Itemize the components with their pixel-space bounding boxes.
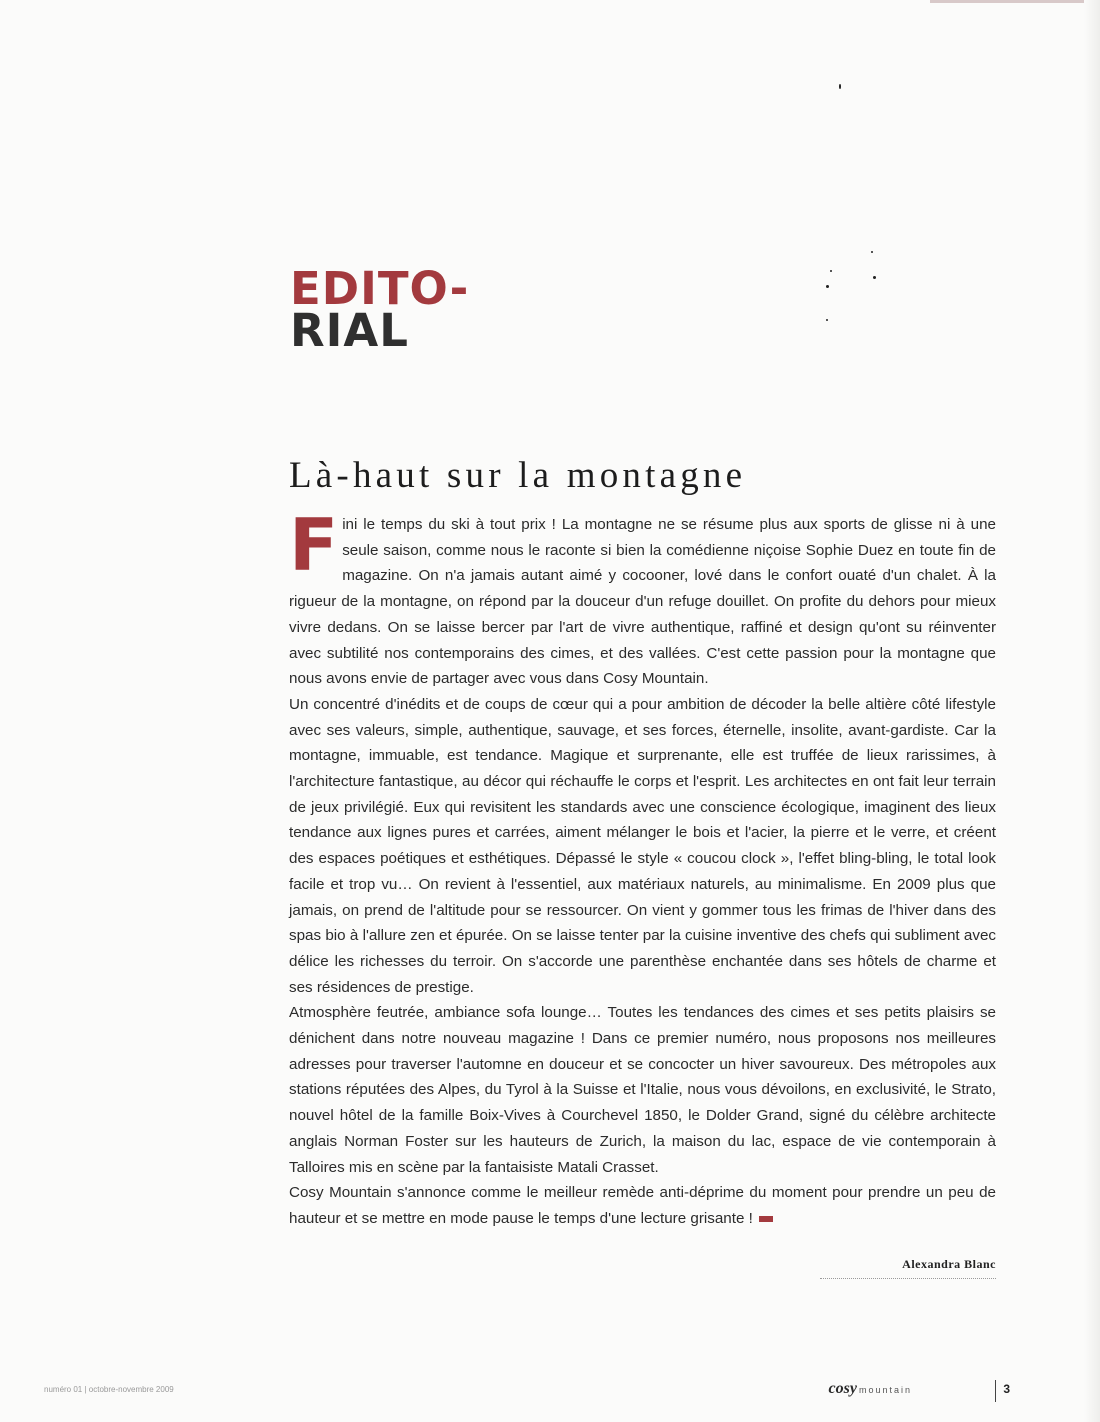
issue-info: numéro 01 | octobre-novembre 2009 — [44, 1385, 174, 1394]
section-title-line1: EDITO- — [290, 262, 470, 315]
page-number: 3 — [1003, 1382, 1010, 1396]
page-edge-shadow — [1084, 0, 1100, 1422]
brand-mountain: mountain — [858, 1385, 912, 1395]
author-signature: Alexandra Blanc — [820, 1257, 996, 1279]
paragraph: Atmosphère feutrée, ambiance sofa lounge… Toutes les tendances des cimes et ses petits plaisirs se dénichent dans notre nouveau magazine ! Dans ce premier numéro, nous proposons nos meilleures adresses pour traverser l'automne en douceur et se concocter un hiver savoureux. Des métropoles aux stations réputées des Alpes, du Tyrol à la Suisse et l'Italie, nous vous dévoilons, en exclusivité, le Strato, nouvel hôtel de la famille Boix-Vives à Courchevel 1850, le Dolder Grand, signé du célèbre architecte anglais Norman Foster sur les hauteurs de Zurich, la maison du lac, espace de vie contemporain à Talloires mis en scène par la fantaisiste Matali Crasset. — [289, 1004, 996, 1176]
paragraph — [289, 503, 996, 692]
scan-speck — [873, 276, 876, 279]
brand-logo — [829, 1380, 912, 1398]
paragraph: Un concentré d'inédits et de coups de cœur qui a pour ambition de décoder la belle altière côté lifestyle avec ses valeurs, simple, authentique, sauvage, et ses forces, éternelle, insolite, avant-gardiste. Car la montagne, immuable, est tendance. Magique et surprenante, elle est truffée de lieux rarissimes, à l'architecture fantastique, au décor qui réchauffe le corps et l'esprit. Les architectes en ont fait leur terrain de jeux privilégié. Eux qui revisitent les standards avec une conscience écologique, imaginent des lieux tendance aux lignes pures et carrées, aiment mélanger le bois et l'acier, la pierre et le verre, et créent des espaces poétiques et esthétiques. Dépassé le style « coucou clock », l'effet bling-bling, le total look facile et trop vu… On revient à l'essentiel, aux matériaux naturels, au minimalisme. En 2009 plus que jamais, on prend de l'altitude pour se ressourcer. On vient y gommer tous les frimas de l'hiver dans des spas bio à l'allure zen et épurée. On se laisse tenter par la cuisine inventive des chefs qui subliment avec délice les richesses du terroir. On s'accorde une parenthèse enchantée dans ses hôtels de charme et ses résidences de prestige. — [289, 695, 996, 996]
section-title — [290, 262, 470, 357]
scan-speck — [826, 285, 829, 288]
paragraph-text: Cosy Mountain s'annonce comme le meilleur remède anti-déprime du moment pour prendre un peu de hauteur et se mettre en mode pause le temps d'une lecture grisante ! — [289, 1184, 996, 1227]
top-edge-tint — [930, 0, 1100, 3]
article-headline: Là-haut sur la montagne — [289, 455, 747, 496]
scan-speck — [830, 270, 832, 272]
scan-speck — [871, 251, 873, 253]
article-body — [289, 503, 996, 1232]
footer-brand — [828, 1380, 1022, 1402]
end-mark-icon — [759, 1216, 773, 1222]
brand-cosy: cosy — [828, 1380, 857, 1397]
scan-speck — [826, 319, 828, 321]
paragraph-text: ini le temps du ski à tout prix ! La montagne ne se résume plus aux sports de glisse ni à une seule saison, comme nous le raconte si bien la comédienne niçoise Sophie Duez en toute fin de magazine. On n'a jamais autant aimé y cocooner, lové dans le confort ouaté d'un chalet. À la rigueur de la montagne, on répond par la douceur d'un refuge douillet. On profite du dehors pour mieux vivre dedans. On se laisse bercer par l'art de vivre authentique, raffiné et design qu'ont su réinventer avec subtilité nos contemporains des cimes, et des vallées. C'est cette passion pour la montagne que nous avons envie de partager avec vous dans Cosy Mountain. — [289, 516, 996, 688]
footer-divider — [995, 1380, 996, 1402]
drop-cap: F — [289, 503, 339, 587]
scan-speck — [839, 84, 841, 89]
section-title-line2: RIAL — [290, 304, 409, 357]
paragraph — [289, 1180, 996, 1231]
